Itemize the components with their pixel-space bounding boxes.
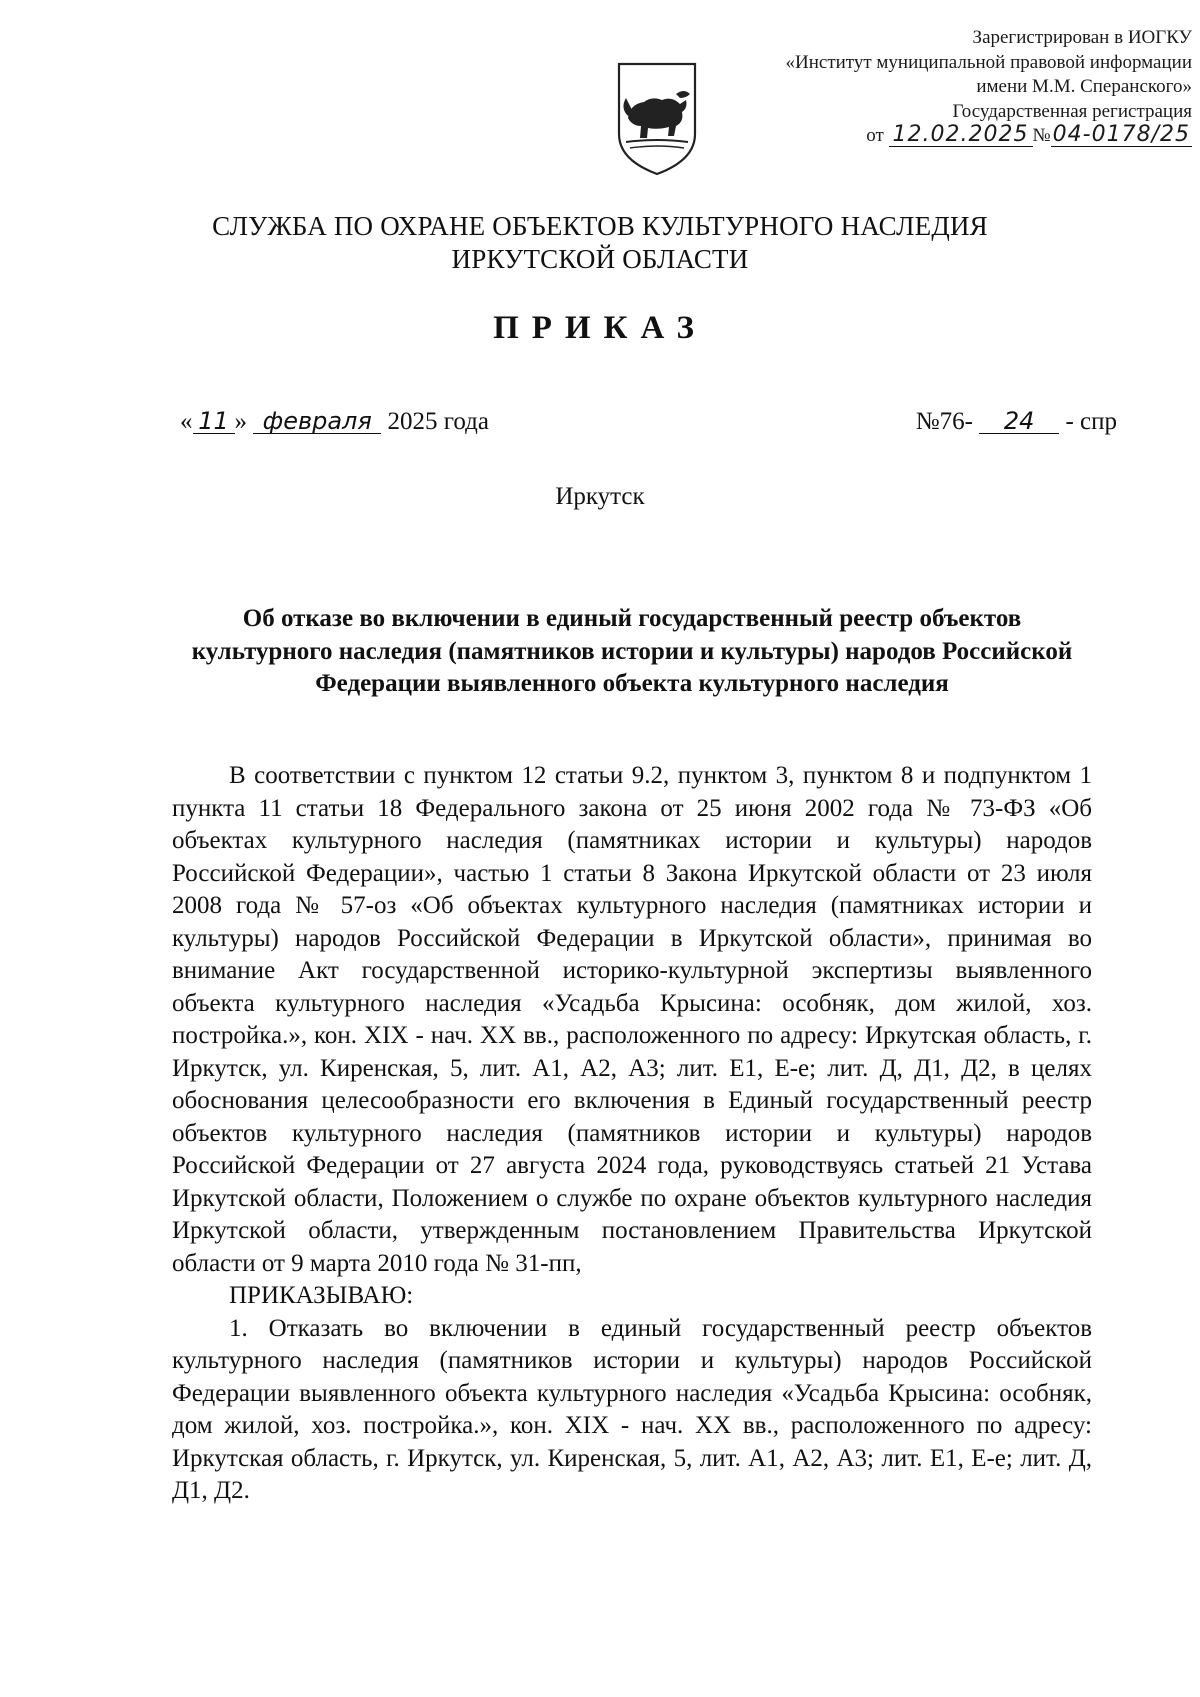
city: Иркутск — [555, 483, 645, 510]
agency-name — [0, 210, 1200, 276]
order-body — [172, 760, 1092, 1508]
registration-line-3: имени М.М. Сперанского» — [976, 76, 1192, 97]
order-item-1: 1. Отказать во включении в единый государственный реестр объектов культурного наследия (памятников истории и культуры) народов Российской Федерации выявленного объекта культурного наследия «Усадьба Крысина: особняк, дом жилой, хоз. постройка.», кон. XIX - нач. XX вв., расположенного по адресу: Иркутская область, г. Иркутск, ул. Киренская, 5, лит. А1, А2, А3; лит. Е1, Е-е; лит. Д, Д1, Д2. — [172, 1314, 1092, 1504]
number-suffix: - спр — [1065, 408, 1117, 435]
date-close-quote: » — [234, 408, 247, 435]
registration-number-label: № — [1032, 125, 1051, 146]
document-type-title: ПРИКАЗ — [493, 310, 707, 346]
registration-date: 12.02.2025 — [889, 124, 1033, 147]
registration-line-2: «Институт муниципальной правовой информации — [785, 51, 1192, 73]
date-month-handwritten: февраля — [253, 409, 381, 434]
number-prefix: №76- — [915, 408, 973, 435]
number-handwritten: 24 — [979, 409, 1059, 434]
registration-stamp — [672, 26, 1192, 149]
registration-from-label: от — [866, 125, 884, 146]
registration-date-number — [672, 124, 1192, 149]
coat-of-arms-icon — [614, 60, 700, 178]
registration-line-4: Государственная регистрация — [952, 100, 1192, 122]
order-heading: Об отказе во включении в единый государственный реестр объектов культурного наследия (памятников истории и культуры) народов Российской Федерации выявленного объекта культурного наследия — [191, 605, 1073, 697]
preamble-paragraph: В соответствии с пунктом 12 статьи 9.2, пунктом 3, пунктом 8 и подпунктом 1 пункта 11 статьи 18 Федерального закона от 25 июня 2002 года № 73-ФЗ «Об объектах культурного наследия (памятниках истории и культуры) народов Российской Федерации», частью 1 статьи 8 Закона Иркутской области от 23 июля 2008 года № 57-оз «Об объектах культурного наследия (памятниках истории и культуры) народов Российской Федерации в Иркутской области», принимая во внимание Акт государственной историко-культурной экспертизы выявленного объекта культурного наследия «Усадьба Крысина: особняк, дом жилой, хоз. постройка.», кон. XIX - нач. XX вв., расположенного по адресу: Иркутская область, г. Иркутск, ул. Киренская, 5, лит. А1, А2, А3; лит. Е1, Е-е; лит. Д, Д1, Д2, в целях обоснования целесообразности его включения в Единый государственный реестр объектов культурного наследия (памятников истории и культуры) народов Российской Федерации от 27 августа 2024 года, руководствуясь статьей 21 Устава Иркутской области, Положением о службе по охране объектов культурного наследия Иркутской области, утвержденным постановлением Правительства Иркутской области от 9 марта 2010 года № 31-пп, — [172, 762, 1092, 1277]
order-word: ПРИКАЗЫВАЮ: — [229, 1282, 414, 1309]
date-year: 2025 года — [387, 408, 489, 435]
agency-name-line-1: СЛУЖБА ПО ОХРАНЕ ОБЪЕКТОВ КУЛЬТУРНОГО НАСЛЕДИЯ — [212, 211, 988, 241]
date-day-handwritten: 11 — [193, 409, 235, 434]
registration-number: 04-0178/25 — [1052, 122, 1190, 147]
order-number — [916, 408, 1117, 436]
agency-name-line-2: ИРКУТСКОЙ ОБЛАСТИ — [451, 244, 749, 274]
date-open-quote: « — [180, 408, 193, 435]
order-date — [180, 408, 489, 436]
registration-line-1: Зарегистрирован в ИОГКУ — [972, 27, 1192, 48]
